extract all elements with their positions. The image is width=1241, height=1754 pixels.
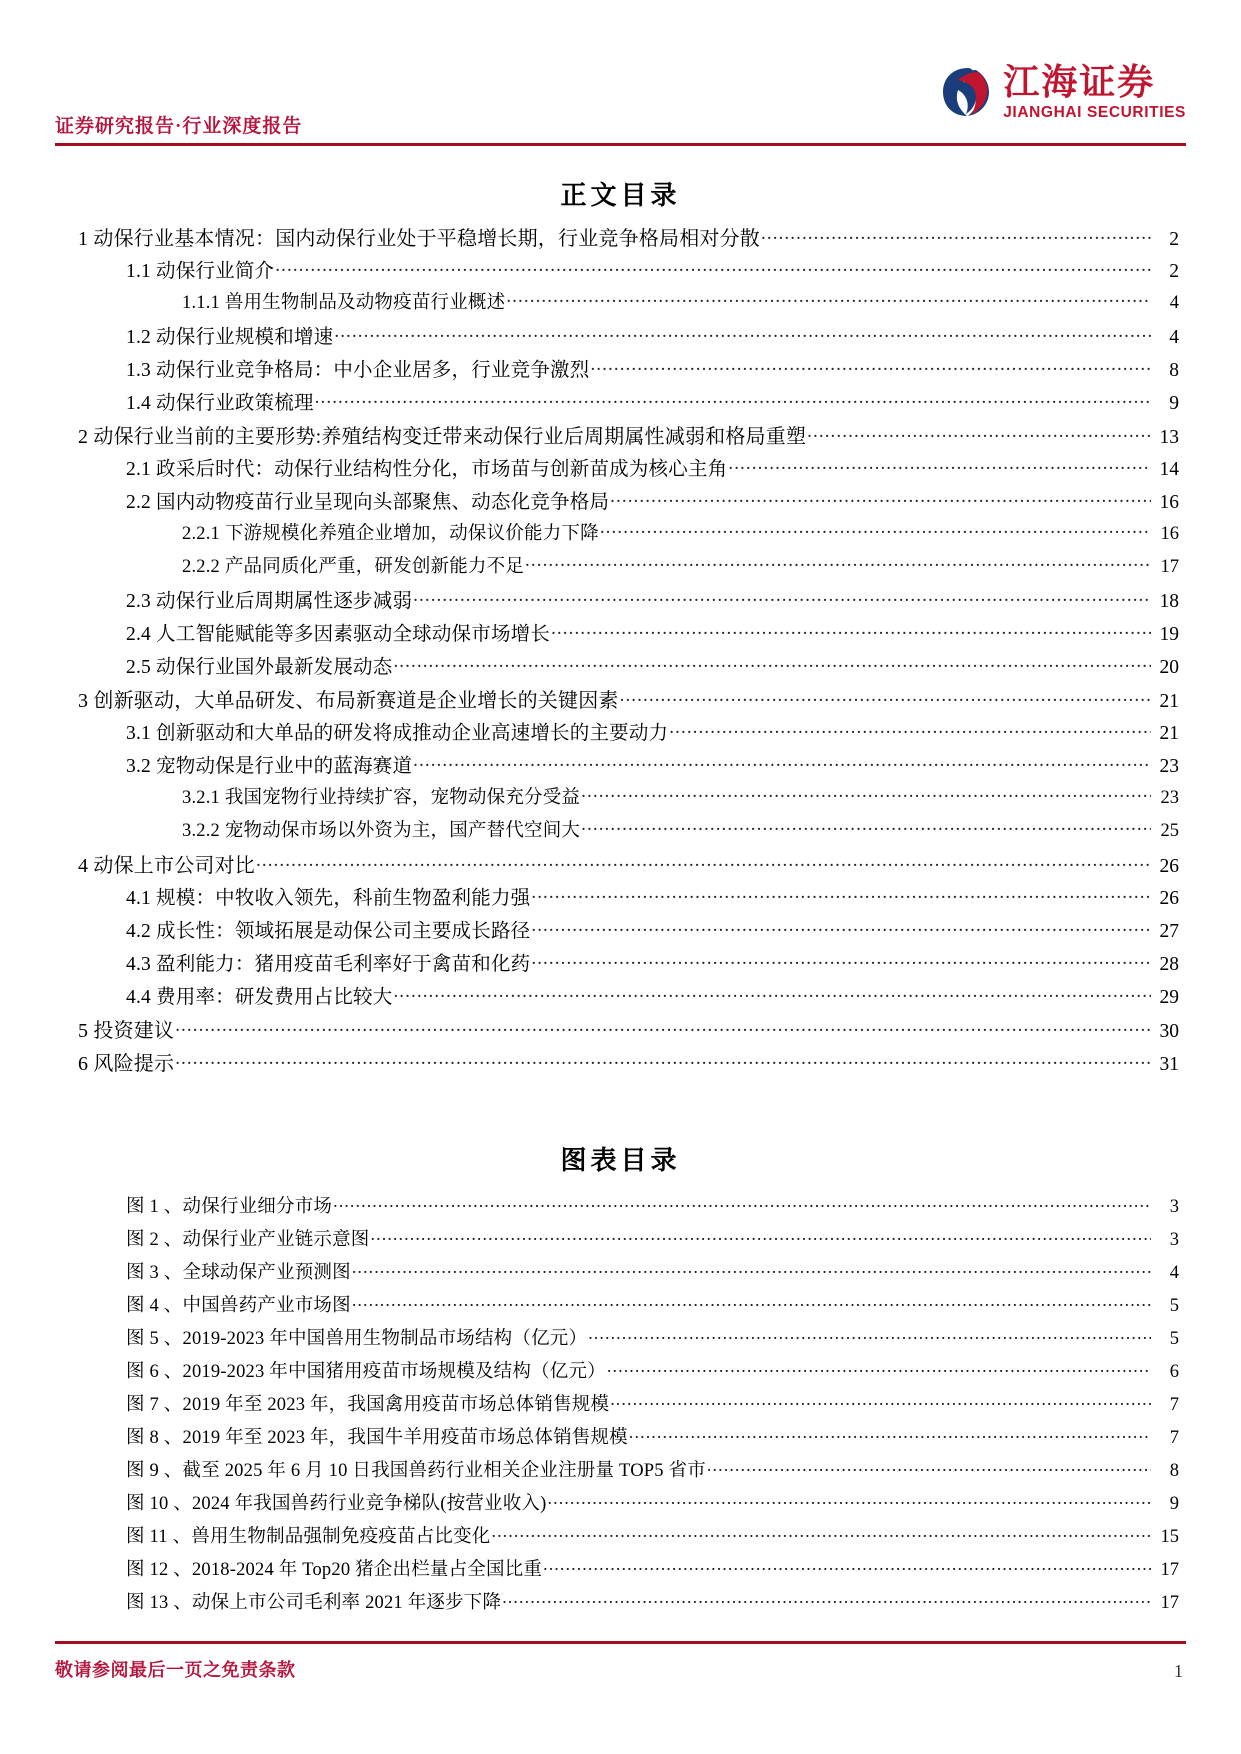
figure-entry[interactable] — [78, 1258, 1179, 1291]
toc-entry[interactable] — [78, 882, 1179, 915]
entry-label: 1.3 动保行业竞争格局：中小企业居多，行业竞争激烈 — [126, 360, 590, 381]
entry-label: 图 9 、截至 2025 年 6 月 10 日我国兽药行业相关企业注册量 TOP5 省市 — [126, 1461, 706, 1481]
toc-entry[interactable] — [78, 618, 1179, 651]
entry-label: 4.2 成长性：领域拓展是动保公司主要成长路径 — [126, 921, 531, 942]
dot-leader — [175, 1054, 1151, 1070]
toc-entry[interactable] — [78, 1014, 1179, 1047]
entry-page-number: 13 — [1159, 427, 1179, 448]
entry-page-number: 2 — [1169, 261, 1179, 282]
entry-label: 图 4 、中国兽药产业市场图 — [126, 1296, 351, 1316]
dot-leader — [610, 1394, 1151, 1410]
dot-leader — [502, 1592, 1151, 1608]
entry-page-number: 19 — [1159, 624, 1179, 645]
figure-entry[interactable] — [78, 1522, 1179, 1555]
dot-leader — [629, 1427, 1151, 1443]
entry-page-number: 17 — [1160, 1593, 1179, 1613]
toc-heading: 正文目录 — [560, 181, 681, 210]
toc-entry[interactable] — [78, 981, 1179, 1014]
toc-entry[interactable] — [78, 552, 1179, 585]
dot-leader — [669, 723, 1151, 739]
logo-company-name-cn: 江海证券 — [1003, 62, 1156, 102]
entry-label: 2.4 人工智能赋能等多因素驱动全球动保市场增长 — [126, 624, 551, 645]
entry-page-number: 18 — [1159, 591, 1179, 612]
entry-label: 图 1 、动保行业细分市场 — [126, 1197, 333, 1217]
page-header — [55, 62, 1186, 146]
figure-entry[interactable] — [78, 1324, 1179, 1357]
entry-page-number: 27 — [1159, 921, 1179, 942]
entry-label: 1.1.1 兽用生物制品及动物疫苗行业概述 — [182, 293, 506, 313]
entry-label: 图 2 、动保行业产业链示意图 — [126, 1230, 370, 1250]
dot-leader — [543, 1559, 1151, 1575]
dot-leader — [588, 1328, 1151, 1344]
footer-disclaimer: 敬请参阅最后一页之免责条款 — [55, 1660, 296, 1680]
entry-label: 4.4 费用率：研发费用占比较大 — [126, 987, 393, 1008]
entry-label: 图 3 、全球动保产业预测图 — [126, 1263, 351, 1283]
toc-entry[interactable] — [78, 387, 1179, 420]
dot-leader — [600, 523, 1151, 539]
figure-entry[interactable] — [78, 1555, 1179, 1588]
logo-company-name-en: JIANGHAI SECURITIES — [1003, 104, 1186, 121]
dot-leader — [393, 657, 1151, 673]
toc-entry[interactable] — [78, 816, 1179, 849]
toc-entry[interactable] — [78, 486, 1179, 519]
company-logo — [940, 64, 1186, 121]
entry-page-number: 15 — [1160, 1527, 1179, 1547]
dot-leader — [548, 1493, 1152, 1509]
entry-label: 2.3 动保行业后周期属性逐步减弱 — [126, 591, 413, 612]
dot-leader — [506, 292, 1151, 308]
dot-leader — [371, 1229, 1151, 1245]
dot-leader — [352, 1295, 1151, 1311]
toc-entry[interactable] — [78, 684, 1179, 717]
dot-leader — [491, 1526, 1151, 1542]
dot-leader — [531, 888, 1151, 904]
entry-page-number: 28 — [1159, 954, 1179, 975]
entry-label: 图 5 、2019-2023 年中国兽用生物制品市场结构（亿元） — [126, 1329, 588, 1349]
entry-label: 图 7 、2019 年至 2023 年，我国禽用疫苗市场总体销售规模 — [126, 1395, 610, 1415]
dot-leader — [551, 624, 1151, 640]
dot-leader — [175, 1021, 1151, 1037]
dot-leader — [620, 691, 1151, 707]
entry-page-number: 4 — [1169, 1263, 1179, 1283]
entry-page-number: 30 — [1159, 1021, 1179, 1042]
toc-entry[interactable] — [78, 453, 1179, 486]
entry-page-number: 8 — [1169, 360, 1179, 381]
entry-page-number: 7 — [1169, 1428, 1179, 1448]
entry-page-number: 3 — [1169, 1197, 1179, 1217]
entry-label: 4 动保上市公司对比 — [78, 855, 255, 877]
entry-page-number: 5 — [1169, 1296, 1179, 1316]
entry-page-number: 31 — [1159, 1054, 1179, 1075]
dot-leader — [393, 987, 1151, 1003]
toc-entry[interactable] — [78, 321, 1179, 354]
entry-page-number: 26 — [1159, 888, 1179, 909]
entry-label: 图 8 、2019 年至 2023 年，我国牛羊用疫苗市场总体销售规模 — [126, 1428, 628, 1448]
dot-leader — [761, 229, 1151, 245]
toc-entry[interactable] — [78, 783, 1179, 816]
figure-entry[interactable] — [78, 1423, 1179, 1456]
figure-entry[interactable] — [78, 1489, 1179, 1522]
figures-heading: 图表目录 — [560, 1146, 681, 1175]
entry-page-number: 20 — [1159, 657, 1179, 678]
entry-label: 图 12 、2018-2024 年 Top20 猪企出栏量占全国比重 — [126, 1560, 543, 1580]
entry-label: 4.3 盈利能力：猪用疫苗毛利率好于禽苗和化药 — [126, 954, 531, 975]
entry-page-number: 6 — [1169, 1362, 1179, 1382]
entry-page-number: 4 — [1169, 293, 1179, 313]
entry-label: 5 投资建议 — [78, 1020, 175, 1042]
entry-page-number: 17 — [1160, 1560, 1179, 1580]
entry-label: 2.5 动保行业国外最新发展动态 — [126, 657, 393, 678]
dot-leader — [607, 1361, 1151, 1377]
footer-divider — [55, 1641, 1186, 1644]
dot-leader — [334, 327, 1151, 343]
entry-page-number: 17 — [1160, 557, 1179, 577]
entry-page-number: 9 — [1169, 393, 1179, 414]
toc-entry[interactable] — [78, 915, 1179, 948]
entry-page-number: 3 — [1169, 1230, 1179, 1250]
toc-entry[interactable] — [78, 651, 1179, 684]
entry-label: 3 创新驱动，大单品研发、布局新赛道是企业增长的关键因素 — [78, 690, 619, 712]
figure-entry[interactable] — [78, 1357, 1179, 1390]
entry-page-number: 16 — [1160, 524, 1179, 544]
dot-leader — [728, 459, 1151, 475]
dot-leader — [256, 856, 1151, 872]
entry-label: 2.1 政采后时代：动保行业结构性分化，市场苗与创新苗成为核心主角 — [126, 459, 728, 480]
entry-page-number: 8 — [1169, 1461, 1179, 1481]
entry-label: 1.1 动保行业简介 — [126, 261, 275, 282]
entry-label: 6 风险提示 — [78, 1053, 175, 1075]
entry-page-number: 26 — [1159, 856, 1179, 877]
entry-page-number: 16 — [1159, 492, 1179, 513]
entry-label: 1.2 动保行业规模和增速 — [126, 327, 334, 348]
entry-label: 图 6 、2019-2023 年中国猪用疫苗市场规模及结构（亿元） — [126, 1362, 606, 1382]
dot-leader — [352, 1262, 1151, 1278]
entry-page-number: 7 — [1169, 1395, 1179, 1415]
toc-entry[interactable] — [78, 585, 1179, 618]
toc-entry[interactable] — [78, 222, 1179, 255]
toc-entry[interactable] — [78, 354, 1179, 387]
entry-page-number: 4 — [1169, 327, 1179, 348]
toc-entry[interactable] — [78, 255, 1179, 288]
toc-entry[interactable] — [78, 849, 1179, 882]
dot-leader — [315, 393, 1151, 409]
entry-page-number: 9 — [1169, 1494, 1179, 1514]
entry-page-number: 21 — [1159, 723, 1179, 744]
entry-label: 2 动保行业当前的主要形势:养殖结构变迁带来动保行业后周期属性减弱和格局重塑 — [78, 426, 807, 448]
figure-entry[interactable] — [78, 1456, 1179, 1489]
figure-entry[interactable] — [78, 1192, 1179, 1225]
figure-entry[interactable] — [78, 1588, 1179, 1621]
entry-page-number: 25 — [1160, 821, 1179, 841]
entry-label: 3.2.1 我国宠物行业持续扩容，宠物动保充分受益 — [182, 788, 581, 808]
entry-label: 2.2.1 下游规模化养殖企业增加，动保议价能力下降 — [182, 524, 599, 544]
dot-leader — [590, 360, 1151, 376]
figure-entry[interactable] — [78, 1390, 1179, 1423]
entry-page-number: 14 — [1159, 459, 1179, 480]
dot-leader — [333, 1196, 1151, 1212]
entry-page-number: 2 — [1169, 229, 1179, 250]
figure-entry[interactable] — [78, 1291, 1179, 1324]
toc-entry[interactable] — [78, 750, 1179, 783]
dot-leader — [531, 954, 1151, 970]
dot-leader — [275, 261, 1151, 277]
dot-leader — [413, 591, 1151, 607]
toc-entry[interactable] — [78, 519, 1179, 552]
entry-label: 4.1 规模：中牧收入领先，科前生物盈利能力强 — [126, 888, 531, 909]
header-divider — [55, 143, 1186, 146]
dot-leader — [581, 820, 1151, 836]
toc-list — [78, 222, 1179, 1080]
toc-entry[interactable] — [78, 288, 1179, 321]
jianghai-swoosh-logo-icon — [940, 66, 996, 118]
entry-label: 图 11 、兽用生物制品强制免疫疫苗占比变化 — [126, 1527, 491, 1547]
entry-label: 3.2 宠物动保是行业中的蓝海赛道 — [126, 756, 413, 777]
dot-leader — [581, 787, 1151, 803]
toc-entry[interactable] — [78, 1047, 1179, 1080]
dot-leader — [707, 1460, 1151, 1476]
entry-page-number: 23 — [1159, 756, 1179, 777]
dot-leader — [531, 921, 1151, 937]
entry-label: 2.2.2 产品同质化严重，研发创新能力不足 — [182, 557, 525, 577]
dot-leader — [413, 756, 1151, 772]
entry-label: 1.4 动保行业政策梳理 — [126, 393, 314, 414]
entry-page-number: 21 — [1159, 691, 1179, 712]
entry-page-number: 5 — [1169, 1329, 1179, 1349]
figure-entry[interactable] — [78, 1225, 1179, 1258]
toc-entry[interactable] — [78, 717, 1179, 750]
footer-page-number: 1 — [1174, 1661, 1183, 1681]
dot-leader — [807, 427, 1151, 443]
toc-entry[interactable] — [78, 420, 1179, 453]
entry-label: 2.2 国内动物疫苗行业呈现向头部聚焦、动态化竞争格局 — [126, 492, 610, 513]
entry-label: 图 13 、动保上市公司毛利率 2021 年逐步下降 — [126, 1593, 502, 1613]
entry-label: 1 动保行业基本情况：国内动保行业处于平稳增长期，行业竞争格局相对分散 — [78, 228, 760, 250]
toc-entry[interactable] — [78, 948, 1179, 981]
report-type-label: 证券研究报告·行业深度报告 — [55, 116, 303, 137]
entry-page-number: 23 — [1160, 788, 1179, 808]
entry-label: 3.1 创新驱动和大单品的研发将成推动企业高速增长的主要动力 — [126, 723, 669, 744]
logo-text — [1003, 64, 1186, 121]
figures-list — [78, 1192, 1179, 1621]
dot-leader — [610, 492, 1151, 508]
entry-label: 图 10 、2024 年我国兽药行业竞争梯队(按营业收入) — [126, 1494, 547, 1514]
entry-page-number: 29 — [1159, 987, 1179, 1008]
dot-leader — [525, 556, 1151, 572]
entry-label: 3.2.2 宠物动保市场以外资为主，国产替代空间大 — [182, 821, 581, 841]
